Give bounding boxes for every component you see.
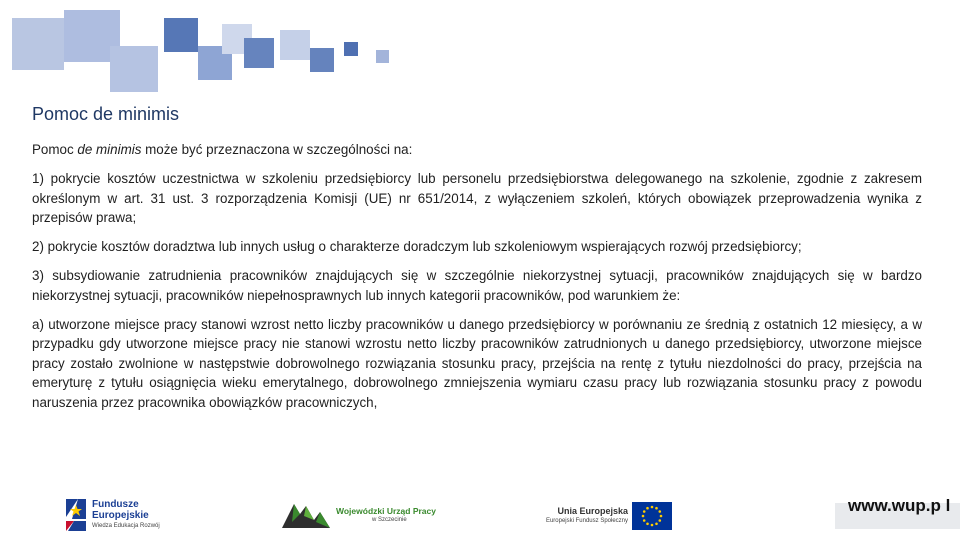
- slide-title: Pomoc de minimis: [32, 104, 180, 124]
- deco-square: [310, 48, 334, 72]
- logo-wup: [280, 498, 440, 534]
- fe-text: [92, 499, 160, 531]
- ue-line2: Europejski Fundusz Społeczny: [545, 518, 628, 524]
- deco-square: [12, 18, 64, 70]
- eu-flag-icon: [632, 502, 672, 530]
- slide-content: [32, 140, 922, 412]
- fe-line1: Fundusze: [92, 499, 139, 510]
- deco-square: [280, 30, 310, 60]
- deco-square: [376, 50, 389, 63]
- deco-square: [344, 42, 358, 56]
- footer: [0, 488, 960, 540]
- deco-square: [244, 38, 274, 68]
- logo-unia-europejska: [536, 500, 678, 532]
- intro-prefix: Pomoc: [32, 142, 78, 157]
- list-item: 2) pokrycie kosztów doradztwa lub innych usług o charakterze doradczym lub szkoleniowym wspierających rozwój przedsiębiorcy;: [32, 239, 802, 254]
- intro-paragraph: [32, 140, 922, 160]
- fe-line3: Wiedza Edukacja Rozwój: [92, 523, 160, 529]
- wup-emblem-icon: [280, 500, 332, 530]
- ue-text: [536, 506, 628, 525]
- website-url: www.wup.p l: [848, 496, 951, 515]
- list-item: 1) pokrycie kosztów uczestnictwa w szkoleniu przedsiębiorcy lub personelu przedsiębiorstwa delegowanego na szkolenie, zgodnie z zakresem określonym w art. 31 ust. 3 rozporządzenia Komisji (UE) nr 651/2014, z wyłączeniem szkoleń, których obowiązek przeprowadzenia wynika z przepisów prawa;: [32, 171, 922, 225]
- wup-text: [336, 506, 436, 524]
- list-item: 3) subsydiowanie zatrudnienia pracowników znajdujących się w szczególnie niekorzystnej sytuacji, pracowników znajdujących się w bardzo niekorzystnej sytuacji, pracowników niepełnosprawnych lub innych kategorii pracowników, pod warunkiem że:: [32, 268, 922, 303]
- list-item: a) utworzone miejsce pracy stanowi wzrost netto liczby pracowników u danego przedsiębiorcy w porównaniu ze średnią z ostatnich 12 miesięcy, a w przypadku gdy utworzone miejsce pracy nie stanowi wzrostu netto liczby pracowników zatrudnionych u danego przedsiębiorcy, utworzone miejsce pracy zostało zwolnione w następstwie dobrowolnego rozwiązania stosunku pracy, przejścia na rentę z tytułu niezdolności do pracy, przejścia na emeryturę z tytułu osiągnięcia wieku emerytalnego, dobrowolnego zmniejszenia wymiaru czasu pracy lub rozwiązania stosunku pracy z powodu naruszenia przez pracownika obowiązków pracowniczych,: [32, 316, 922, 410]
- intro-suffix: może być przeznaczona w szczególności na:: [141, 142, 413, 157]
- deco-square: [110, 46, 158, 92]
- wup-line2: w Szczecinie: [372, 517, 407, 523]
- fe-emblem-icon: [64, 497, 88, 533]
- fe-line2: Europejskie: [92, 510, 149, 521]
- ue-line1: Unia Europejska: [557, 506, 628, 516]
- deco-square: [164, 18, 198, 52]
- intro-italic: de minimis: [77, 142, 142, 157]
- wup-line1: Wojewódzki Urząd Pracy: [336, 506, 436, 516]
- logo-fundusze-europejskie: [64, 494, 174, 536]
